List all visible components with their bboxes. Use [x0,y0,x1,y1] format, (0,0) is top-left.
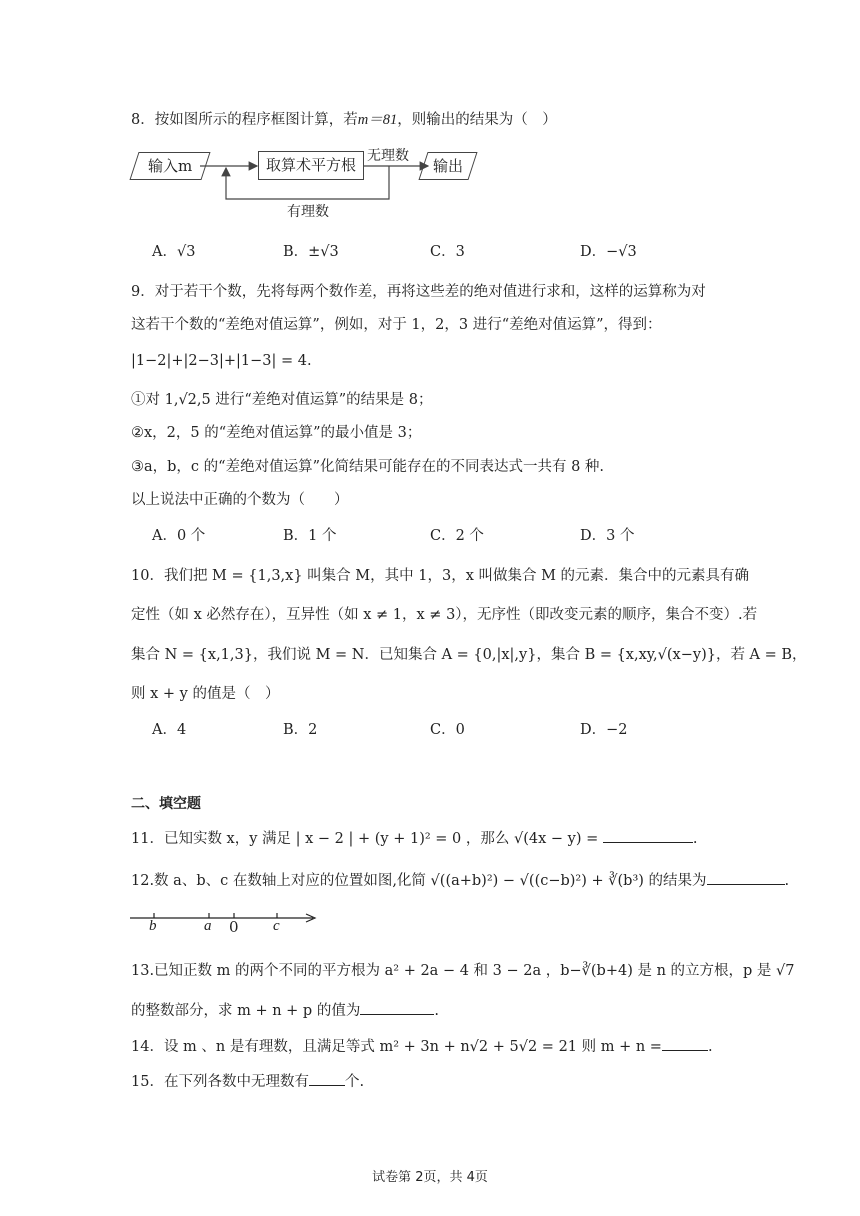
q10-option-b[interactable]: B．2 [283,722,318,738]
q9-line1: 9．对于若干个数，先将每两个数作差，再将这些差的绝对值进行求和，这样的运算称为对 [131,284,706,300]
flow-arrows [0,0,860,240]
q10-line2: 定性（如 x 必然存在），互异性（如 x ≠ 1，x ≠ 3），无序性（即改变元素的顺序，集合不变）.若 [131,607,758,623]
q15 [131,1071,364,1092]
q14-answer-blank[interactable] [662,1036,708,1051]
q14-text-end: . [707,1039,713,1055]
flow-input-label: 输入m [147,157,193,175]
page-footer: 试卷第 2页，共 4页 [372,1170,488,1185]
section-heading-fill-in: 二、填空题 [131,796,201,812]
q12-text-end: . [784,873,790,889]
q15-answer-blank[interactable] [309,1071,345,1086]
q13-text-end: . [434,1003,439,1019]
flow-irrational-label: 无理数 [367,148,409,164]
q10-option-d[interactable]: D．−2 [580,722,628,738]
q8-stem-m: m＝81 [357,112,398,128]
q13-text: 的整数部分，求 m + n + p 的值为 [131,1003,361,1019]
q9-option-c[interactable]: C．2 个 [430,528,484,544]
flow-process-label: 取算术平方根 [265,156,356,174]
axis-label-c: c [273,918,280,934]
q10-line3: 集合 N = {x,1,3}，我们说 M = N．已知集合 A = {0,|x|,y}，集合 B = {x,xy,√(x−y)}，若 A = B， [131,647,807,663]
q15-text-end: 个. [344,1074,365,1090]
axis-label-zero: 0 [229,918,239,936]
q9-option-a[interactable]: A．0 个 [152,528,206,544]
q14-text: 14．设 m 、n 是有理数，且满足等式 m² + 3n + n√2 + 5√2 = 21 则 m + n = [131,1039,662,1055]
q11-answer-blank[interactable] [603,828,693,843]
q11 [131,828,698,849]
q13-answer-blank[interactable] [360,1000,434,1015]
q13-line1: 13.已知正数 m 的两个不同的平方根为 a² + 2a − 4 和 3 − 2a ，b−∛(b+4) 是 n 的立方根，p 是 √7 [131,963,795,979]
q11-text-end: . [692,831,698,847]
axis-label-b: b [149,918,157,934]
q8-stem-b: ，则输出的结果为（ ） [397,112,557,128]
q9-statement2: ②x，2，5 的“差绝对值运算”的最小值是 3； [131,425,422,441]
q8-option-c[interactable]: C．3 [430,244,465,260]
q9-statement3: ③a，b，c 的“差绝对值运算”化简结果可能存在的不同表达式一共有 8 种. [131,459,605,475]
q12 [131,870,789,891]
q11-text: 11．已知实数 x，y 满足 | x − 2 | + (y + 1)² = 0 ，那么 √(4x − y) = [131,831,599,847]
q12-text: 12.数 a、b、c 在数轴上对应的位置如图,化简 √((a+b)²) − √((c−b)²) + ∛(b³) 的结果为 [131,873,707,889]
q9-line2: 这若干个数的“差绝对值运算”，例如，对于 1，2，3 进行“差绝对值运算”，得到： [131,317,662,333]
q10-option-a[interactable]: A．4 [152,722,187,738]
flow-rational-label: 有理数 [287,204,329,220]
q10-option-c[interactable]: C．0 [430,722,465,738]
q14 [131,1036,713,1057]
axis-label-a: a [204,918,212,934]
q9-option-d[interactable]: D．3 个 [580,528,635,544]
q15-text: 15．在下列各数中无理数有 [131,1074,309,1090]
q8-option-b[interactable]: B．±√3 [283,244,339,260]
q13-line2 [131,1000,439,1021]
q8-stem-a: 8．按如图所示的程序框图计算，若 [131,112,358,128]
q10-line4: 则 x + y 的值是（ ） [131,686,280,702]
q9-line3: |1−2|+|2−3|+|1−3| = 4. [131,353,312,369]
q9-statement1: ①对 1,√2,5 进行“差绝对值运算”的结果是 8； [131,392,433,408]
q8-option-a[interactable]: A．√3 [152,244,196,260]
q9-option-b[interactable]: B．1 个 [283,528,337,544]
q8-option-d[interactable]: D．−√3 [580,244,637,260]
flow-arrow-loop [226,166,389,199]
q9-statement4: 以上说法中正确的个数为（ ） [131,492,349,508]
flow-output-label: 输出 [432,157,463,175]
q12-answer-blank[interactable] [707,870,785,885]
q10-line1: 10．我们把 M = {1,3,x} 叫集合 M，其中 1，3，x 叫做集合 M 的元素．集合中的元素具有确 [131,568,750,584]
